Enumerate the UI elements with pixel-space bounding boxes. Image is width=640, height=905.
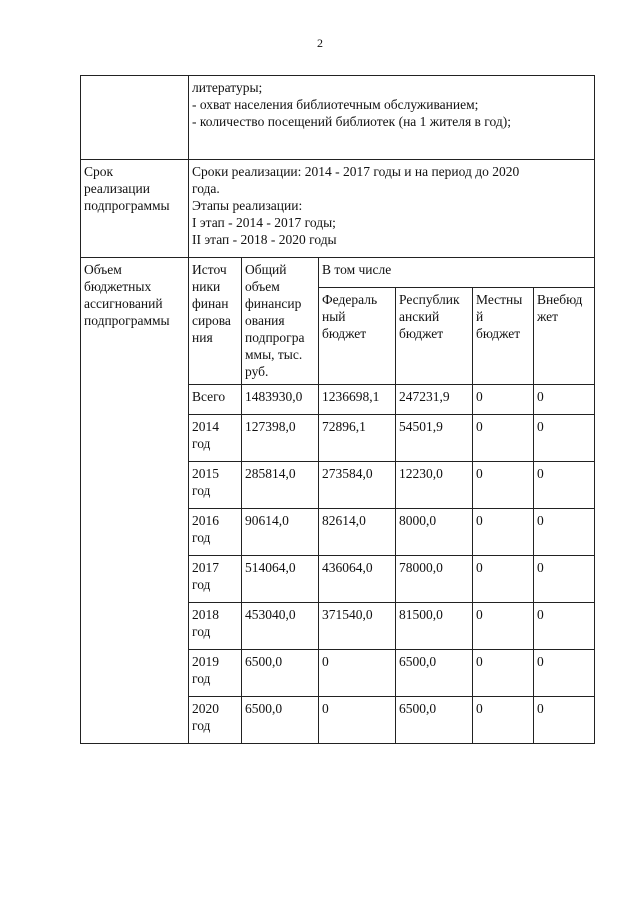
total-cell: 127398,0 <box>242 415 319 462</box>
extra-cell: 0 <box>534 556 595 603</box>
source-cell <box>189 603 242 650</box>
terms-label: Срок <box>84 164 114 179</box>
total-cell: 6500,0 <box>242 650 319 697</box>
total-header-cell <box>242 258 319 385</box>
including-header: В том числе <box>322 262 392 277</box>
source-line: 2016 <box>192 513 219 528</box>
including-header-cell <box>319 258 595 288</box>
local-cell: 0 <box>473 462 534 509</box>
total-cell: 6500,0 <box>242 697 319 744</box>
republic-cell: 54501,9 <box>396 415 473 462</box>
federal-cell: 273584,0 <box>319 462 396 509</box>
total-header: объем <box>245 279 280 294</box>
extra-cell: 0 <box>534 385 595 415</box>
republic-header: Республик <box>399 292 460 307</box>
source-line: 2019 <box>192 654 219 669</box>
total-cell: 90614,0 <box>242 509 319 556</box>
source-line: год <box>192 624 211 639</box>
terms-row <box>81 160 595 258</box>
local-header-cell <box>473 288 534 385</box>
source-cell <box>189 650 242 697</box>
budget-label-cell <box>81 258 189 744</box>
federal-cell: 82614,0 <box>319 509 396 556</box>
federal-cell: 1236698,1 <box>319 385 396 415</box>
federal-cell: 72896,1 <box>319 415 396 462</box>
goals-label-cell <box>81 76 189 160</box>
source-line: год <box>192 436 211 451</box>
local-cell: 0 <box>473 650 534 697</box>
source-line: 2015 <box>192 466 219 481</box>
terms-line: II этап - 2018 - 2020 годы <box>192 232 337 247</box>
goals-row <box>81 76 595 160</box>
republic-header: бюджет <box>399 326 444 341</box>
extra-cell: 0 <box>534 603 595 650</box>
extra-header: жет <box>537 309 559 324</box>
source-header-cell <box>189 258 242 385</box>
source-header: ния <box>192 330 213 345</box>
local-cell: 0 <box>473 556 534 603</box>
republic-cell: 12230,0 <box>396 462 473 509</box>
goals-line: - охват населения библиотечным обслуживанием; <box>192 97 479 112</box>
extra-header-cell <box>534 288 595 385</box>
source-header: ники <box>192 279 221 294</box>
extra-cell: 0 <box>534 462 595 509</box>
local-header: й <box>476 309 484 324</box>
source-cell <box>189 556 242 603</box>
source-header: Источ <box>192 262 227 277</box>
budget-label: подпрограммы <box>84 313 170 328</box>
goals-line: литературы; <box>192 80 263 95</box>
federal-cell: 371540,0 <box>319 603 396 650</box>
source-cell <box>189 462 242 509</box>
republic-cell: 8000,0 <box>396 509 473 556</box>
republic-cell: 6500,0 <box>396 697 473 744</box>
local-header: бюджет <box>476 326 521 341</box>
source-header: сирова <box>192 313 231 328</box>
republic-cell: 78000,0 <box>396 556 473 603</box>
local-header: Местны <box>476 292 523 307</box>
local-cell: 0 <box>473 697 534 744</box>
terms-text-cell <box>189 160 595 258</box>
republic-cell: 81500,0 <box>396 603 473 650</box>
extra-cell: 0 <box>534 650 595 697</box>
terms-label: подпрограммы <box>84 198 170 213</box>
total-header: подпрогра <box>245 330 305 345</box>
federal-cell: 0 <box>319 697 396 744</box>
source-line: Всего <box>192 389 226 404</box>
page-number: 2 <box>317 36 323 50</box>
source-line: 2014 <box>192 419 219 434</box>
source-cell <box>189 415 242 462</box>
republic-header-cell <box>396 288 473 385</box>
local-cell: 0 <box>473 603 534 650</box>
total-cell: 1483930,0 <box>242 385 319 415</box>
total-header: ммы, тыс. <box>245 347 303 362</box>
goals-text-cell <box>189 76 595 160</box>
extra-header: Внебюд <box>537 292 583 307</box>
source-cell <box>189 509 242 556</box>
federal-header: ный <box>322 309 346 324</box>
local-cell: 0 <box>473 415 534 462</box>
terms-line: I этап - 2014 - 2017 годы; <box>192 215 336 230</box>
republic-cell: 247231,9 <box>396 385 473 415</box>
source-line: 2018 <box>192 607 219 622</box>
goals-line: - количество посещений библиотек (на 1 жителя в год); <box>192 114 511 129</box>
federal-header-cell <box>319 288 396 385</box>
terms-line: года. <box>192 181 220 196</box>
local-cell: 0 <box>473 385 534 415</box>
total-header: Общий <box>245 262 287 277</box>
total-cell: 453040,0 <box>242 603 319 650</box>
source-cell <box>189 385 242 415</box>
terms-label-cell <box>81 160 189 258</box>
terms-line: Этапы реализации: <box>192 198 303 213</box>
source-line: 2017 <box>192 560 219 575</box>
source-line: год <box>192 718 211 733</box>
federal-header: бюджет <box>322 326 367 341</box>
total-cell: 514064,0 <box>242 556 319 603</box>
federal-cell: 436064,0 <box>319 556 396 603</box>
source-line: год <box>192 577 211 592</box>
republic-header: анский <box>399 309 440 324</box>
republic-cell: 6500,0 <box>396 650 473 697</box>
source-line: год <box>192 483 211 498</box>
subprogram-passport-table <box>80 75 595 744</box>
extra-cell: 0 <box>534 509 595 556</box>
source-line: год <box>192 671 211 686</box>
terms-label: реализации <box>84 181 150 196</box>
source-line: год <box>192 530 211 545</box>
source-line: 2020 <box>192 701 219 716</box>
source-cell <box>189 697 242 744</box>
source-header: финан <box>192 296 229 311</box>
budget-header-row <box>81 258 595 288</box>
total-header: финансир <box>245 296 302 311</box>
terms-line: Сроки реализации: 2014 - 2017 годы и на период до 2020 <box>192 164 520 179</box>
total-header: руб. <box>245 364 269 379</box>
federal-cell: 0 <box>319 650 396 697</box>
extra-cell: 0 <box>534 415 595 462</box>
extra-cell: 0 <box>534 697 595 744</box>
total-header: ования <box>245 313 285 328</box>
budget-label: Объем <box>84 262 122 277</box>
federal-header: Федераль <box>322 292 378 307</box>
total-cell: 285814,0 <box>242 462 319 509</box>
local-cell: 0 <box>473 509 534 556</box>
budget-label: ассигнований <box>84 296 163 311</box>
budget-label: бюджетных <box>84 279 152 294</box>
